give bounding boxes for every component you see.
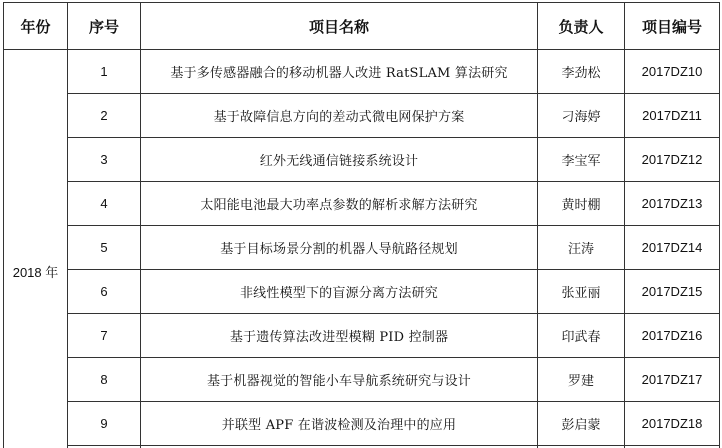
project-code-cell: 2017DZ12: [625, 138, 720, 182]
table-row: [4, 182, 720, 226]
table-row: [4, 270, 720, 314]
project-name-cell: 基于多传感器融合的移动机器人改进 RatSLAM 算法研究: [141, 50, 538, 94]
owner-cell: 张亚丽: [538, 270, 625, 314]
table-row: [4, 314, 720, 358]
project-name-cell: 基于故障信息方向的差动式微电网保护方案: [141, 94, 538, 138]
project-code-cell: 2017DZ11: [625, 94, 720, 138]
owner-cell: 印武春: [538, 314, 625, 358]
project-code-cell: 2017DZ10: [625, 50, 720, 94]
project-code-cell: 2017DZ15: [625, 270, 720, 314]
project-name-cell: 基于目标场景分割的机器人导航路径规划: [141, 226, 538, 270]
owner-cell: 李劲松: [538, 50, 625, 94]
seq-cell: 6: [68, 270, 141, 314]
header-year: 年份: [4, 3, 68, 50]
seq-cell: 7: [68, 314, 141, 358]
owner-cell: 黄时棚: [538, 182, 625, 226]
owner-cell: 汪涛: [538, 226, 625, 270]
header-seq: 序号: [68, 3, 141, 50]
owner-cell: 罗建: [538, 358, 625, 402]
header-owner: 负责人: [538, 3, 625, 50]
table-row: [4, 358, 720, 402]
project-code-cell: 2017DZ14: [625, 226, 720, 270]
owner-cell: 刁海婷: [538, 94, 625, 138]
project-name-cell: 基于机器视觉的智能小车导航系统研究与设计: [141, 358, 538, 402]
table-row: [4, 138, 720, 182]
seq-cell: 2: [68, 94, 141, 138]
project-code-cell: 2017DZ18: [625, 402, 720, 446]
table-header: [4, 3, 720, 50]
seq-cell: 8: [68, 358, 141, 402]
year-cell: 2018 年: [4, 50, 68, 448]
header-project-name: 项目名称: [141, 3, 538, 50]
seq-cell: 3: [68, 138, 141, 182]
project-code-cell: 2017DZ17: [625, 358, 720, 402]
header-project-code: 项目编号: [625, 3, 720, 50]
table-row: [4, 94, 720, 138]
owner-cell: 彭启蒙: [538, 402, 625, 446]
table-row: [4, 226, 720, 270]
project-name-cell: 红外无线通信链接系统设计: [141, 138, 538, 182]
table-body: [4, 50, 720, 448]
seq-cell: 1: [68, 50, 141, 94]
header-row: [4, 3, 720, 50]
project-name-cell: 太阳能电池最大功率点参数的解析求解方法研究: [141, 182, 538, 226]
project-name-cell: 并联型 APF 在谐波检测及治理中的应用: [141, 402, 538, 446]
table-row: [4, 402, 720, 446]
project-table: [3, 2, 720, 448]
seq-cell: 4: [68, 182, 141, 226]
project-name-cell: 非线性模型下的盲源分离方法研究: [141, 270, 538, 314]
owner-cell: 李宝军: [538, 138, 625, 182]
seq-cell: 5: [68, 226, 141, 270]
project-code-cell: 2017DZ13: [625, 182, 720, 226]
project-name-cell: 基于遗传算法改进型模糊 PID 控制器: [141, 314, 538, 358]
seq-cell: 9: [68, 402, 141, 446]
project-code-cell: 2017DZ16: [625, 314, 720, 358]
table-row: [4, 50, 720, 94]
